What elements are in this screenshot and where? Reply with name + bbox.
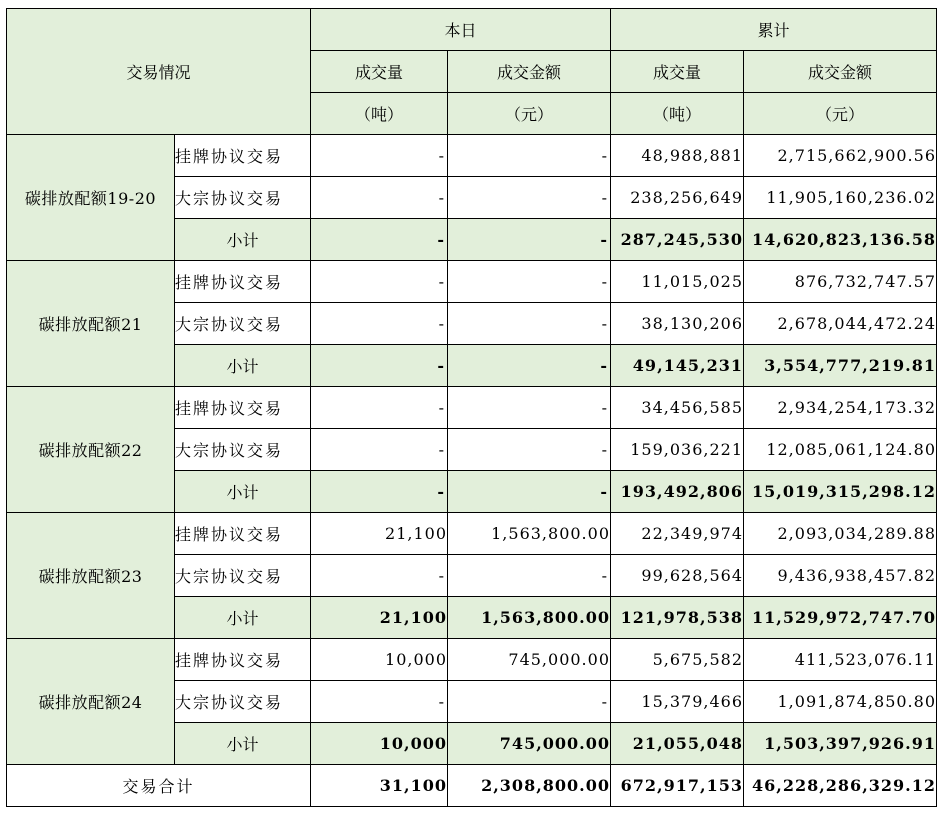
cum-amount-header: 成交金额 [744,51,937,93]
cell-today-amount: 1,563,800.00 [448,513,611,555]
trade-type-bulk: 大宗协议交易 [175,555,311,597]
cell-cum-amount: 14,620,823,136.58 [744,219,937,261]
trade-type-listing: 挂牌协议交易 [175,639,311,681]
cell-today-amount: - [448,345,611,387]
today-amount-header: 成交金额 [448,51,611,93]
today-volume-unit: （吨） [311,93,448,135]
cell-cum-volume: 34,456,585 [611,387,744,429]
cell-today-volume: - [311,681,448,723]
category-label: 碳排放配额22 [7,387,175,513]
trade-type-listing: 挂牌协议交易 [175,513,311,555]
cell-today-volume: - [311,345,448,387]
cell-cum-amount: 2,934,254,173.32 [744,387,937,429]
cell-cum-volume: 22,349,974 [611,513,744,555]
cell-today-amount: - [448,261,611,303]
cell-today-volume: - [311,219,448,261]
cell-today-amount: - [448,177,611,219]
cell-today-amount: 745,000.00 [448,639,611,681]
cell-cum-amount: 11,905,160,236.02 [744,177,937,219]
today-group-header: 本日 [311,9,611,51]
cell-cum-amount: 9,436,938,457.82 [744,555,937,597]
cell-today-amount: - [448,555,611,597]
table-row [7,261,937,303]
cell-cum-amount: 2,093,034,289.88 [744,513,937,555]
cell-cum-amount: 1,091,874,850.80 [744,681,937,723]
cell-cum-volume: 121,978,538 [611,597,744,639]
cell-today-amount: 1,563,800.00 [448,597,611,639]
cell-cum-amount: 876,732,747.57 [744,261,937,303]
category-label: 碳排放配额24 [7,639,175,765]
cell-today-amount: - [448,303,611,345]
cell-cum-volume: 11,015,025 [611,261,744,303]
category-label: 碳排放配额19-20 [7,135,175,261]
cell-today-volume: - [311,303,448,345]
cell-cum-volume: 48,988,881 [611,135,744,177]
grand-total-label: 交易合计 [7,765,311,807]
header-row-1 [7,9,937,51]
table-row [7,639,937,681]
cell-cum-amount: 12,085,061,124.80 [744,429,937,471]
cell-today-volume: - [311,429,448,471]
cumulative-group-header: 累计 [611,9,937,51]
cell-today-volume: - [311,555,448,597]
category-label: 碳排放配额21 [7,261,175,387]
trade-type-subtotal: 小计 [175,345,311,387]
cell-cum-amount: 2,678,044,472.24 [744,303,937,345]
cell-today-amount: - [448,387,611,429]
table-row [7,513,937,555]
trade-type-subtotal: 小计 [175,723,311,765]
cell-today-volume: 21,100 [311,597,448,639]
cell-cum-amount: 411,523,076.11 [744,639,937,681]
cell-today-amount: - [448,471,611,513]
cell-today-amount: - [448,135,611,177]
category-label: 碳排放配额23 [7,513,175,639]
total-today-amount: 2,308,800.00 [448,765,611,807]
trade-type-subtotal: 小计 [175,597,311,639]
trade-type-bulk: 大宗协议交易 [175,681,311,723]
today-amount-unit: （元） [448,93,611,135]
trade-type-listing: 挂牌协议交易 [175,261,311,303]
cell-today-volume: - [311,471,448,513]
cell-cum-volume: 38,130,206 [611,303,744,345]
trade-type-subtotal: 小计 [175,471,311,513]
cell-today-volume: 10,000 [311,723,448,765]
total-cum-amount: 46,228,286,329.12 [744,765,937,807]
cell-cum-amount: 2,715,662,900.56 [744,135,937,177]
trade-type-listing: 挂牌协议交易 [175,387,311,429]
cell-today-volume: 10,000 [311,639,448,681]
cell-cum-volume: 287,245,530 [611,219,744,261]
section-header: 交易情况 [7,9,311,135]
total-cum-volume: 672,917,153 [611,765,744,807]
trade-type-bulk: 大宗协议交易 [175,177,311,219]
grand-total-row [7,765,937,807]
cell-cum-volume: 238,256,649 [611,177,744,219]
cell-today-volume: 21,100 [311,513,448,555]
cell-cum-amount: 1,503,397,926.91 [744,723,937,765]
cell-today-amount: 745,000.00 [448,723,611,765]
cell-cum-volume: 193,492,806 [611,471,744,513]
cell-cum-volume: 15,379,466 [611,681,744,723]
trade-type-subtotal: 小计 [175,219,311,261]
trade-type-bulk: 大宗协议交易 [175,429,311,471]
cum-volume-unit: （吨） [611,93,744,135]
cell-cum-volume: 159,036,221 [611,429,744,471]
cell-cum-volume: 99,628,564 [611,555,744,597]
cell-today-volume: - [311,177,448,219]
cell-cum-volume: 5,675,582 [611,639,744,681]
trade-type-listing: 挂牌协议交易 [175,135,311,177]
cum-amount-unit: （元） [744,93,937,135]
cell-today-amount: - [448,681,611,723]
table-row [7,387,937,429]
today-volume-header: 成交量 [311,51,448,93]
cell-cum-amount: 3,554,777,219.81 [744,345,937,387]
cell-today-amount: - [448,429,611,471]
cell-cum-amount: 11,529,972,747.70 [744,597,937,639]
cell-cum-volume: 21,055,048 [611,723,744,765]
cell-today-volume: - [311,261,448,303]
cell-cum-amount: 15,019,315,298.12 [744,471,937,513]
trade-type-bulk: 大宗协议交易 [175,303,311,345]
cell-today-amount: - [448,219,611,261]
table-row [7,135,937,177]
cell-cum-volume: 49,145,231 [611,345,744,387]
total-today-volume: 31,100 [311,765,448,807]
cum-volume-header: 成交量 [611,51,744,93]
cell-today-volume: - [311,135,448,177]
cell-today-volume: - [311,387,448,429]
trading-summary-table [6,8,937,807]
